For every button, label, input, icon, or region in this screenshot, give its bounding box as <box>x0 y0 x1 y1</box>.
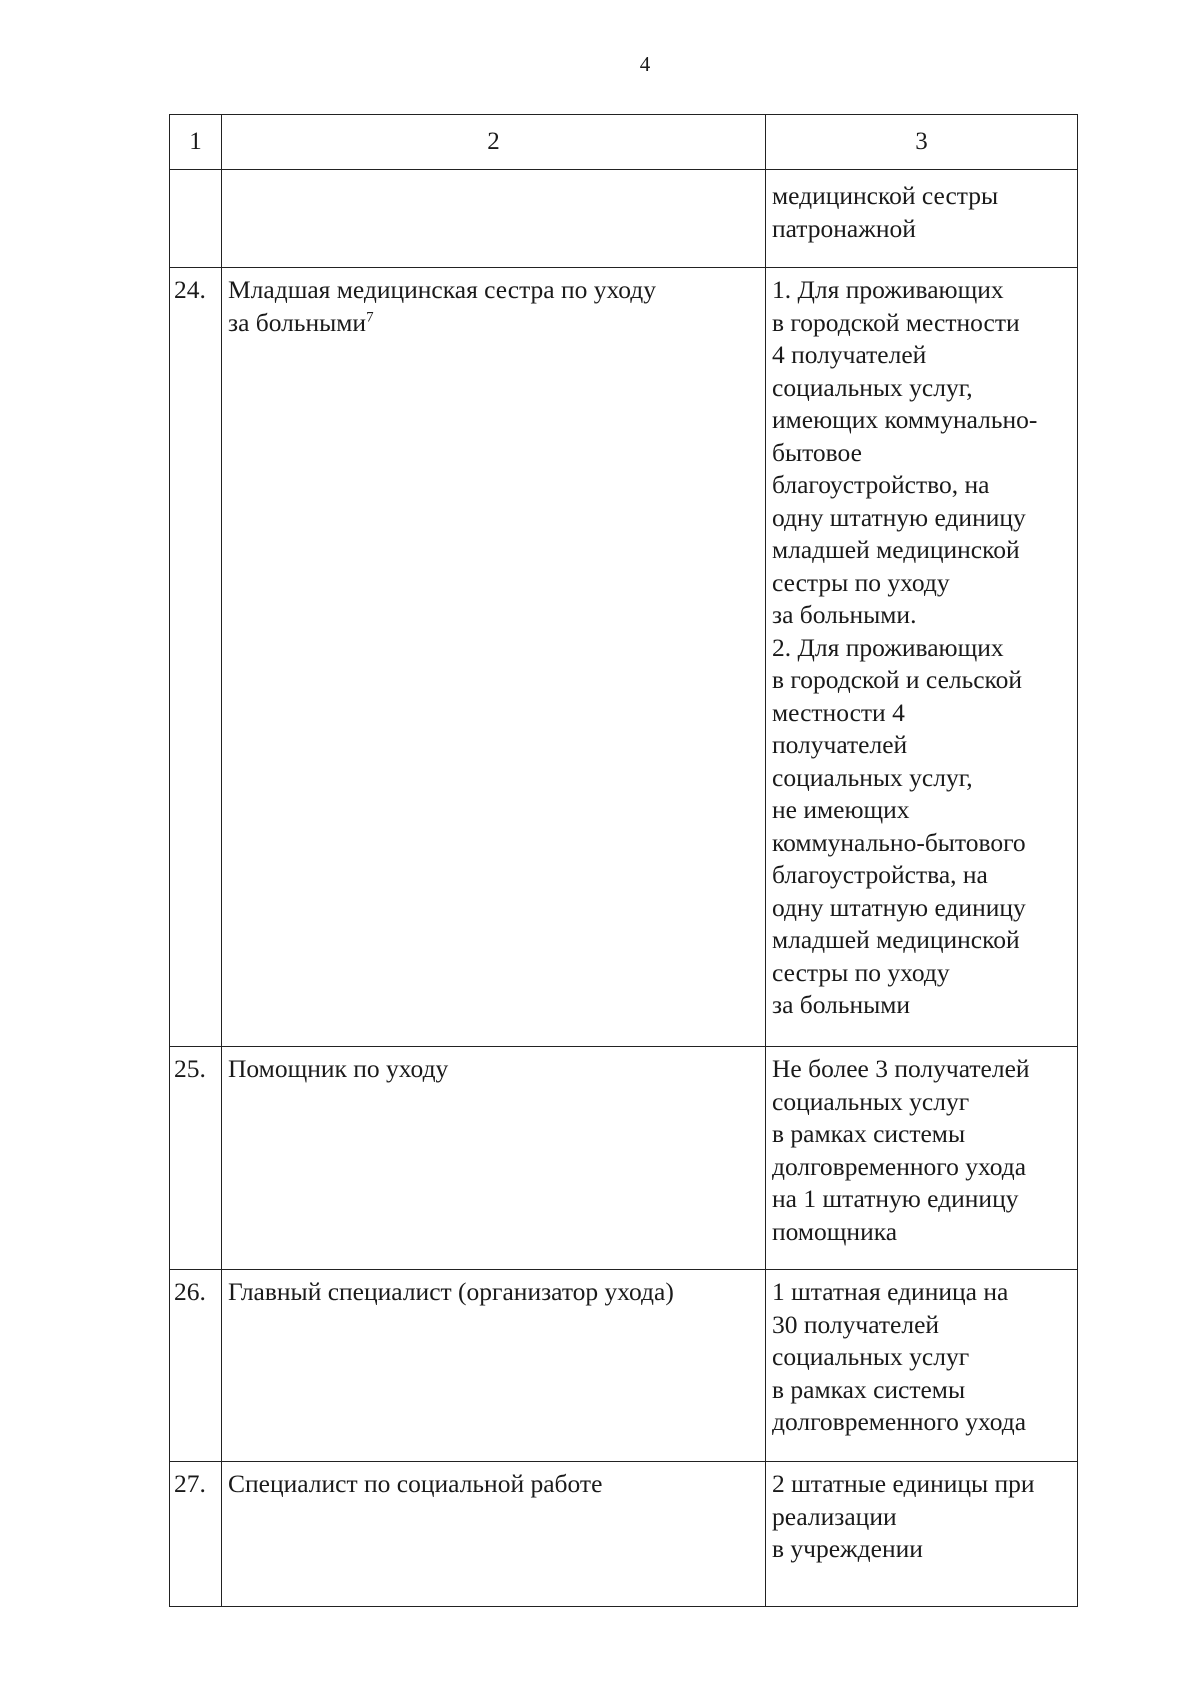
norm-line: 1 штатная единица на <box>772 1277 1009 1306</box>
name-line: Младшая медицинская сестра по уходу <box>228 275 657 304</box>
page-number: 4 <box>639 52 651 76</box>
name-line: Помощник по уходу <box>228 1054 449 1083</box>
continuation-name-cell <box>222 170 766 268</box>
norm-line: в рамках системы <box>772 1374 966 1404</box>
norm-line: получателей <box>772 730 908 759</box>
norm-line: патронажной <box>772 213 916 243</box>
norm-line: благоустройство, на <box>772 470 990 499</box>
name-line <box>228 307 759 340</box>
norm-line: коммунально-бытового <box>772 827 1026 857</box>
norm-line: в учреждении <box>772 1534 923 1563</box>
staffing-norm <box>766 1047 1078 1270</box>
staffing-norm <box>766 1462 1078 1607</box>
norm-line: 30 получателей <box>772 1309 940 1339</box>
footnote-marker: 7 <box>366 309 374 325</box>
norm-line: долговременного ухода <box>772 1151 1027 1181</box>
norm-line: медицинской сестры <box>772 181 999 210</box>
column-header-2: 2 <box>222 115 766 170</box>
norm-line: долговременного ухода <box>772 1407 1027 1436</box>
norm-line: младшей медицинской <box>772 925 1020 954</box>
norm-line: не имеющих <box>772 795 910 824</box>
norm-line: в городской местности <box>772 307 1020 337</box>
table-row <box>170 1462 1078 1607</box>
row-number: 26. <box>170 1270 222 1462</box>
norm-line: 2. Для проживающих <box>772 632 1004 662</box>
row-number: 27. <box>170 1462 222 1607</box>
norm-line: социальных услуг <box>772 1086 970 1116</box>
table-row <box>170 1047 1078 1270</box>
norm-line: социальных услуг, <box>772 372 973 402</box>
table-row <box>170 268 1078 1047</box>
norm-line: Не более 3 получателей <box>772 1054 1030 1083</box>
norm-line: за больными <box>772 990 911 1019</box>
norm-line: реализации <box>772 1501 897 1531</box>
norm-line: помощника <box>772 1216 898 1246</box>
norm-line: в городской и сельской <box>772 665 1023 694</box>
table-header-row <box>170 115 1078 170</box>
position-name <box>222 1270 766 1462</box>
continuation-row <box>170 170 1078 268</box>
name-line: Главный специалист (организатор ухода) <box>228 1277 674 1306</box>
norm-line: на 1 штатную единицу <box>772 1184 1019 1213</box>
staffing-norms-table <box>169 114 1078 1607</box>
name-line-text: за больными <box>228 307 367 337</box>
norm-line: младшей медицинской <box>772 535 1020 564</box>
continuation-number-cell <box>170 170 222 268</box>
position-name <box>222 268 766 1047</box>
norm-line: сестры по уходу <box>772 957 950 987</box>
position-name <box>222 1462 766 1607</box>
name-line: Специалист по социальной работе <box>228 1469 603 1498</box>
norm-line: социальных услуг, <box>772 762 973 792</box>
norm-line: сестры по уходу <box>772 567 950 597</box>
norm-line: в рамках системы <box>772 1119 966 1148</box>
norm-line: социальных услуг <box>772 1342 970 1371</box>
norm-line: благоустройства, на <box>772 860 988 889</box>
row-number: 25. <box>170 1047 222 1270</box>
norm-line: за больными. <box>772 600 917 629</box>
position-name <box>222 1047 766 1270</box>
table-row <box>170 1270 1078 1462</box>
norm-line: имеющих коммунально- <box>772 405 1038 434</box>
norm-line: бытовое <box>772 437 862 467</box>
column-header-1: 1 <box>170 115 222 170</box>
norm-line: 1. Для проживающих <box>772 275 1004 304</box>
norm-line: 2 штатные единицы при <box>772 1469 1035 1498</box>
staffing-norm <box>766 1270 1078 1462</box>
norm-line: одну штатную единицу <box>772 502 1026 532</box>
column-header-3: 3 <box>766 115 1078 170</box>
row-number: 24. <box>170 268 222 1047</box>
continuation-norm-cell <box>766 170 1078 268</box>
staffing-norm <box>766 268 1078 1047</box>
norm-line: 4 получателей <box>772 340 927 369</box>
norm-line: местности 4 <box>772 697 905 727</box>
norm-line: одну штатную единицу <box>772 892 1026 922</box>
